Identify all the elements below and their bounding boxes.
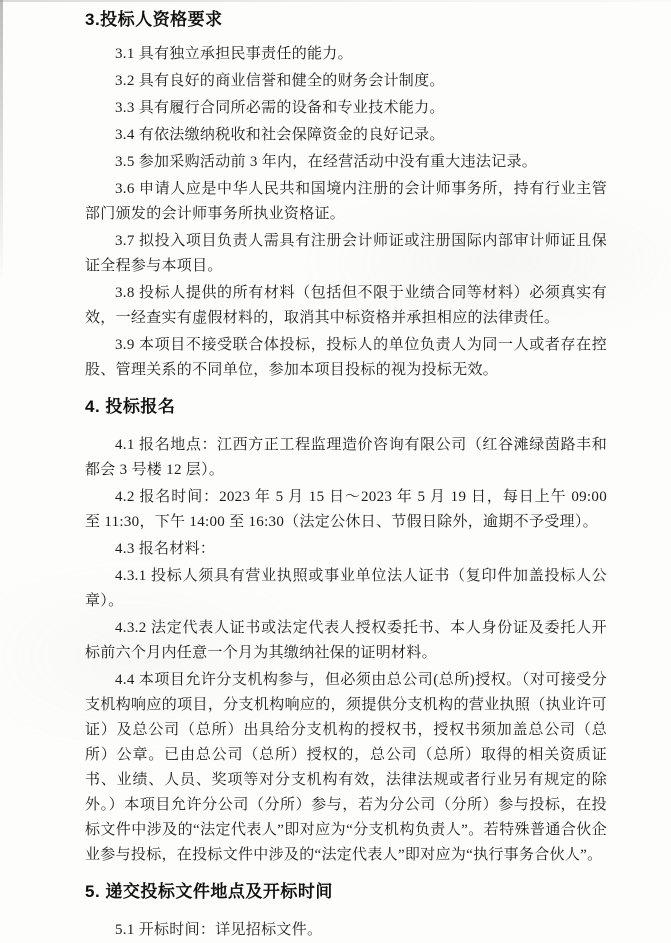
para-3-4: 3.4 有依法缴纳税收和社会保障资金的良好记录。 [115,127,445,143]
para-3-5: 3.5 参加采购活动前 3 年内，在经营活动中没有重大违法记录。 [115,154,538,170]
para-5-1: 5.1 开标时间：详见招标文件。 [115,922,323,938]
para-4-1: 4.1 报名地点：江西方正工程监理造价咨询有限公司（红谷滩绿茵路丰和都会 3 号楼 12 层）。 [85,437,607,478]
para-3-7: 3.7 拟投入项目负责人需具有注册会计师证或注册国际内部审计师证且保证全程参与本项目。 [85,233,607,274]
para-4-3-2: 4.3.2 法定代表人证书或法定代表人授权委托书、本人身份证及委托人开标前六个月内任意一个月为其缴纳社保的证明材料。 [85,620,607,661]
para-3-2: 3.2 具有良好的商业信誉和健全的财务会计制度。 [115,73,445,89]
para-4-3-1: 4.3.1 投标人须具有营业执照或事业单位法人证书（复印件加盖投标人公章）。 [85,568,607,609]
para-4-3: 4.3 报名材料： [115,541,216,557]
section-4-heading: 4. 投标报名 [85,397,176,416]
scan-top-edge-artifact [0,0,671,2]
para-4-2: 4.2 报名时间：2023 年 5 月 15 日～2023 年 5 月 19 日，每日上午 09:00 至 11:30，下午 14:00 至 16:30（法定公休日、节假日除外，逾期不予受理）。 [85,489,607,530]
para-3-9: 3.9 本项目不接受联合体投标，投标人的单位负责人为同一人或者存在控股、管理关系的不同单位，参加本项目投标的视为投标无效。 [85,337,607,378]
para-3-3: 3.3 具有履行合同所必需的设备和专业技术能力。 [115,100,445,116]
para-3-8: 3.8 投标人提供的所有材料（包括但不限于业绩合同等材料）必须真实有效，一经查实有虚假材料的，取消其中标资格并承担相应的法律责任。 [85,285,607,326]
section-bid-submission-and-opening [85,880,607,943]
para-3-6: 3.6 申请人应是中华人民共和国境内注册的会计师事务所，持有行业主管部门颁发的会计师事务所执业资格证。 [85,181,607,222]
section-bidder-qualification-requirements [85,8,607,383]
scan-left-edge-artifact [0,0,3,300]
para-4-4: 4.4 本项目允许分支机构参与，但必须由总公司(总所)授权。（对可接受分支机构响应的项目，分支机构响应的，须提供分支机构的营业执照（执业许可证）及总公司（总所）出具给分支机构的授权书，授权书须加盖总公司（总所）公章。已由总公司（总所）授权的，总公司（总所）取得的相关资质证书、业绩、人员、奖项等对分支机构有效，法律法规或者行业另有规定的除外。）本项目允许分公司（分所）参与，若为分公司（分所）参与投标，在投标文件中涉及的“法定代表人”即对应为“分支机构负责人”。若特殊普通合伙企业参与投标，在投标文件中涉及的“法定代表人”即对应为“执行事务合伙人”。 [85,672,607,863]
section-3-heading: 3.投标人资格要求 [85,10,223,29]
para-3-1: 3.1 具有独立承担民事责任的能力。 [115,46,353,62]
section-5-heading: 5. 递交投标文件地点及开标时间 [85,882,333,901]
section-bid-registration [85,395,607,868]
